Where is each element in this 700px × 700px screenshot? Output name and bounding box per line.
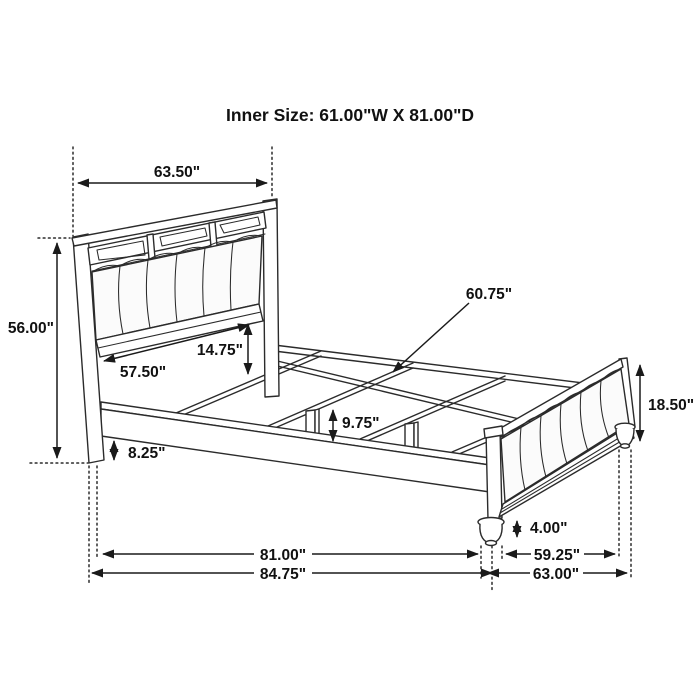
dim-label-foot-height: 4.00" <box>530 520 568 537</box>
dim-label-footboard-height: 18.50" <box>648 397 695 414</box>
bun-foot-near <box>478 518 504 546</box>
dim-label-rail-clearance: 8.25" <box>128 445 166 462</box>
dim-label-support-leg: 9.75" <box>342 415 380 432</box>
dim-label-inner-length: 81.00" <box>259 547 307 564</box>
dim-label-panel-to-slat: 14.75" <box>196 342 243 359</box>
dim-label-headboard-width: 63.50" <box>153 164 201 181</box>
dim-label-overall-length: 84.75" <box>259 566 307 583</box>
footboard-near-post <box>486 429 502 520</box>
dimension-labels <box>8 164 694 583</box>
dim-label-slat-length: 60.75" <box>465 286 513 303</box>
page-title: Inner Size: 61.00"W X 81.00"D <box>225 105 475 125</box>
dim-label-footboard-inner-width: 59.25" <box>533 547 581 564</box>
dim-label-footboard-width: 63.00" <box>532 566 580 583</box>
dim-label-headboard-height: 56.00" <box>7 320 54 337</box>
dim-slat-leader-line <box>393 303 469 372</box>
dim-label-panel-width: 57.50" <box>119 364 167 381</box>
